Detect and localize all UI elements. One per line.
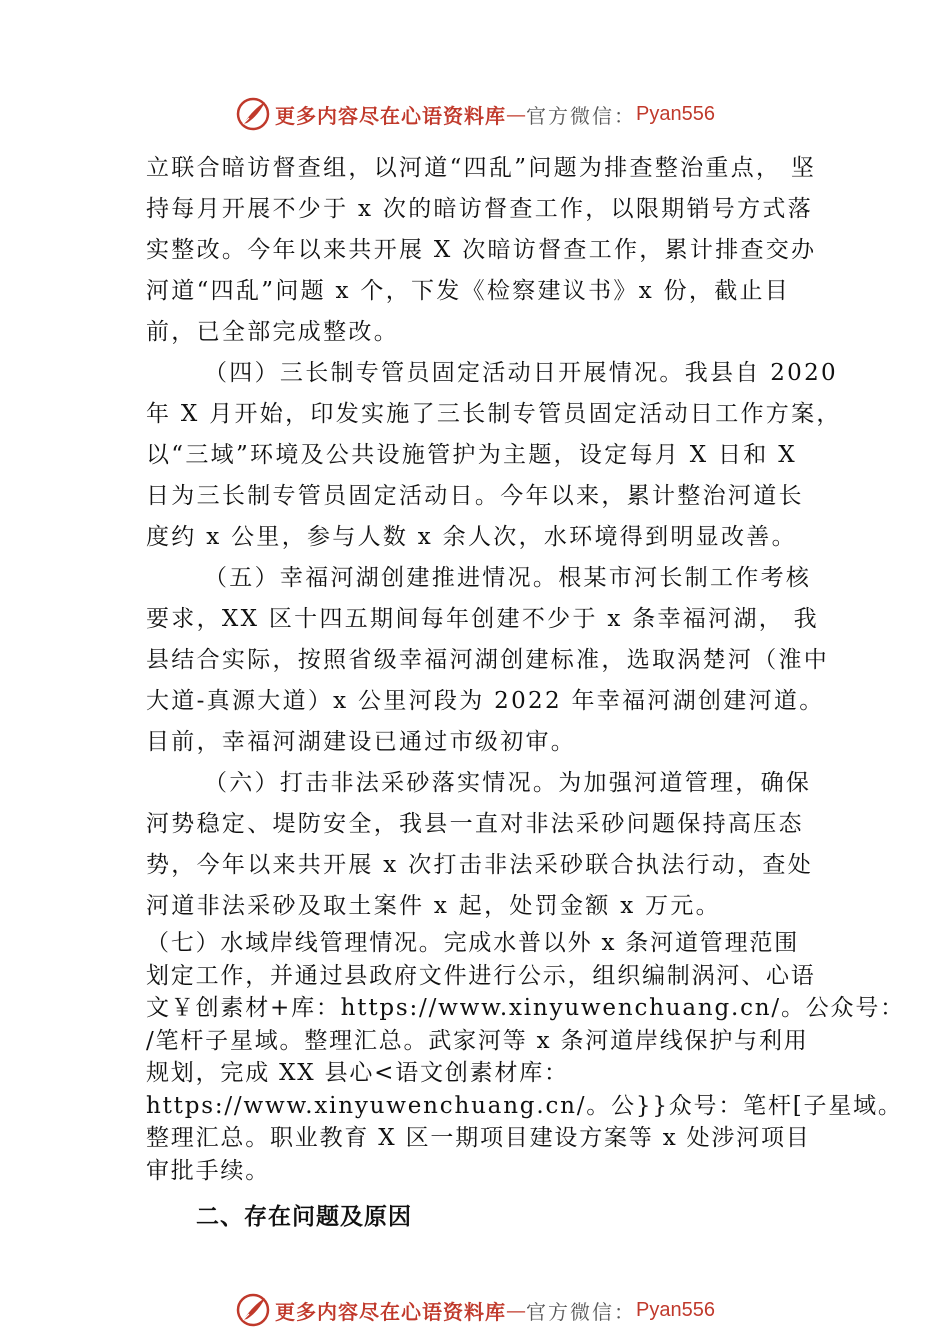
- text-line: 年 X 月开始，印发实施了三长制专管员固定活动日工作方案，: [146, 401, 842, 427]
- banner-wechat-id: Pyan556: [636, 102, 715, 125]
- footer-watermark-banner: [0, 1290, 950, 1330]
- banner-dash: —: [506, 102, 527, 126]
- text-line: 立联合暗访督查组，以河道“四乱”问题为排查整治重点， 坚: [146, 155, 817, 181]
- text-line: 县结合实际，按照省级幸福河湖创建标准，选取涡楚河（淮中: [146, 647, 830, 673]
- paragraph-6: [146, 763, 836, 927]
- paragraph-5: [146, 558, 836, 763]
- document-body: [146, 148, 905, 1187]
- text-line: （七）水域岸线管理情况。完成水普以外 x 条河道管理范围: [146, 930, 799, 956]
- banner-wechat-label: 官方微信：: [526, 103, 637, 128]
- text-line: 规划，完成 XX 县心<语文创素材库：: [146, 1060, 569, 1086]
- text-line: 目前，幸福河湖建设已通过市级初审。: [146, 729, 577, 755]
- text-line: 实整改。今年以来共开展 X 次暗访督查工作，累计排查交办: [146, 237, 817, 263]
- text-line: 划定工作，并通过县政府文件进行公示，组织编制涡河、心语: [146, 962, 816, 989]
- text-line: 大道-真源大道）x 公里河段为 2022 年幸福河湖创建河道。: [146, 688, 825, 714]
- text-line: 持每月开展不少于 x 次的暗访督查工作，以限期销号方式落: [146, 196, 813, 222]
- header-watermark-banner: [0, 94, 950, 134]
- section-heading: 二、存在问题及原因: [196, 1204, 412, 1230]
- text-line: 前，已全部完成整改。: [146, 319, 399, 345]
- paragraph-7: [146, 927, 905, 1187]
- text-line: （六）打击非法采砂落实情况。为加强河道管理，确保: [204, 770, 812, 796]
- text-line: 整理汇总。职业教育 X 区一期项目建设方案等 x 处涉河项目: [146, 1125, 811, 1151]
- text-line: 要求，XX 区十四五期间每年创建不少于 x 条幸福河湖， 我: [146, 606, 819, 632]
- text-line: （五）幸福河湖创建推进情况。根某市河长制工作考核: [204, 565, 812, 591]
- banner-wechat-id: Pyan556: [636, 1298, 715, 1321]
- banner-site-text: 更多内容尽在心语资料库: [275, 103, 507, 128]
- banner-wechat-label: 官方微信：: [526, 1299, 637, 1324]
- text-line: 审批手续。: [146, 1157, 270, 1184]
- banner-dash: —: [506, 1298, 527, 1322]
- text-line: 势，今年以来共开展 x 次打击非法采砂联合执法行动，查处: [146, 852, 813, 878]
- text-line: /笔杆子星域。整理汇总。武家河等 x 条河道岸线保护与利用: [146, 1027, 809, 1054]
- text-line: （四）三长制专管员固定活动日开展情况。我县自 2020: [204, 360, 838, 386]
- text-line: 度约 x 公里，参与人数 x 余人次，水环境得到明显改善。: [146, 524, 797, 550]
- text-line: 河道“四乱”问题 x 个，下发《检察建议书》x 份，截止目: [146, 278, 791, 304]
- paragraph-1: [146, 148, 836, 353]
- text-line: 文￥创素材+库：https://www.xinyuwenchuang.cn/。公众号：: [146, 995, 905, 1021]
- banner-site-text: 更多内容尽在心语资料库: [275, 1299, 507, 1324]
- text-line: 河势稳定、堤防安全，我县一直对非法采砂问题保持高压态: [146, 811, 804, 837]
- paragraph-4: [146, 353, 842, 558]
- quill-logo-icon: [235, 96, 271, 132]
- text-line: 日为三长制专管员固定活动日。今年以来，累计整治河道长: [146, 483, 804, 509]
- text-line: https://www.xinyuwenchuang.cn/。公}}众号：笔杆[子星域。: [146, 1092, 903, 1119]
- text-line: 河道非法采砂及取土案件 x 起，处罚金额 x 万元。: [146, 893, 721, 919]
- quill-logo-icon: [235, 1292, 271, 1328]
- text-line: 以“三域”环境及公共设施管护为主题，设定每月 X 日和 X: [146, 442, 797, 468]
